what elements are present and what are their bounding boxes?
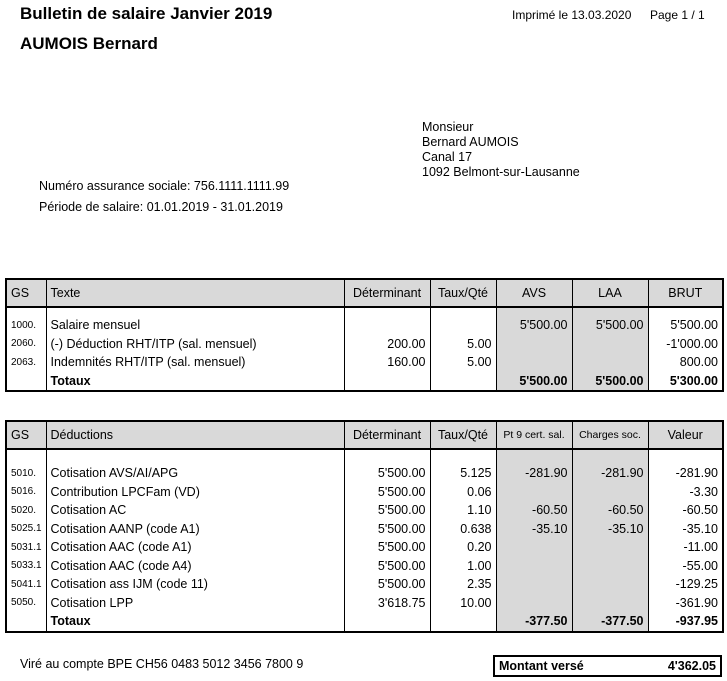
address-block bbox=[422, 120, 580, 180]
printed-date: Imprimé le 13.03.2020 bbox=[512, 8, 632, 22]
col-gs: GS bbox=[6, 279, 46, 307]
col-determinant: Déterminant bbox=[344, 279, 430, 307]
address-street: Canal 17 bbox=[422, 150, 473, 164]
amount-paid-value: 4'362.05 bbox=[667, 659, 716, 673]
employee-name: AUMOIS Bernard bbox=[20, 34, 158, 53]
bank-account: Viré au compte BPE CH56 0483 5012 3456 7800 9 bbox=[20, 657, 304, 671]
table-row: 5025.1 Cotisation AANP (code A1) 5'500.00 0.638 -35.10 -35.10 -35.10 bbox=[6, 520, 723, 539]
col-charges: Charges soc. bbox=[572, 421, 648, 449]
earnings-header-row bbox=[6, 279, 723, 307]
col-deductions: Déductions bbox=[46, 421, 344, 449]
col-laa: LAA bbox=[572, 279, 648, 307]
table-row: 5010. Cotisation AVS/AI/APG 5'500.00 5.125 -281.90 -281.90 -281.90 bbox=[6, 464, 723, 483]
col-determinant: Déterminant bbox=[344, 421, 430, 449]
col-avs: AVS bbox=[496, 279, 572, 307]
col-text: Texte bbox=[46, 279, 344, 307]
table-row: 2060. (-) Déduction RHT/ITP (sal. mensuel) 200.00 5.00 -1'000.00 bbox=[6, 335, 723, 354]
amount-paid-label: Montant versé bbox=[499, 659, 584, 673]
deductions-header-row bbox=[6, 421, 723, 449]
col-pt9: Pt 9 cert. sal. bbox=[496, 421, 572, 449]
page-number: Page 1 / 1 bbox=[650, 8, 705, 22]
address-name: Bernard AUMOIS bbox=[422, 135, 519, 149]
amount-paid-box bbox=[493, 655, 722, 677]
col-brut: BRUT bbox=[648, 279, 723, 307]
address-city: 1092 Belmont-sur-Lausanne bbox=[422, 165, 580, 179]
totals-row: Totaux -377.50 -377.50 -937.95 bbox=[6, 612, 723, 632]
earnings-table bbox=[5, 278, 724, 392]
table-row: 2063. Indemnités RHT/ITP (sal. mensuel) 160.00 5.00 800.00 bbox=[6, 353, 723, 372]
salary-period: Période de salaire: 01.01.2019 - 31.01.2019 bbox=[39, 200, 283, 214]
col-valeur: Valeur bbox=[648, 421, 723, 449]
col-taux: Taux/Qté bbox=[430, 421, 496, 449]
table-row: 5016. Contribution LPCFam (VD) 5'500.00 0.06 -3.30 bbox=[6, 483, 723, 502]
table-row: 5041.1 Cotisation ass IJM (code 11) 5'500.00 2.35 -129.25 bbox=[6, 575, 723, 594]
table-row: 1000. Salaire mensuel 5'500.00 5'500.00 5'500.00 bbox=[6, 316, 723, 335]
avs-number: Numéro assurance sociale: 756.1111.1111.99 bbox=[39, 179, 290, 193]
table-row: 5020. Cotisation AC 5'500.00 1.10 -60.50 -60.50 -60.50 bbox=[6, 501, 723, 520]
table-row: 5031.1 Cotisation AAC (code A1) 5'500.00 0.20 -11.00 bbox=[6, 538, 723, 557]
deductions-table bbox=[5, 420, 724, 633]
address-salutation: Monsieur bbox=[422, 120, 474, 134]
col-taux: Taux/Qté bbox=[430, 279, 496, 307]
totals-row: Totaux 5'500.00 5'500.00 5'300.00 bbox=[6, 372, 723, 392]
table-row: 5050. Cotisation LPP 3'618.75 10.00 -361.90 bbox=[6, 594, 723, 613]
document-title: Bulletin de salaire Janvier 2019 bbox=[20, 4, 273, 23]
table-row: 5033.1 Cotisation AAC (code A4) 5'500.00 1.00 -55.00 bbox=[6, 557, 723, 576]
col-gs: GS bbox=[6, 421, 46, 449]
